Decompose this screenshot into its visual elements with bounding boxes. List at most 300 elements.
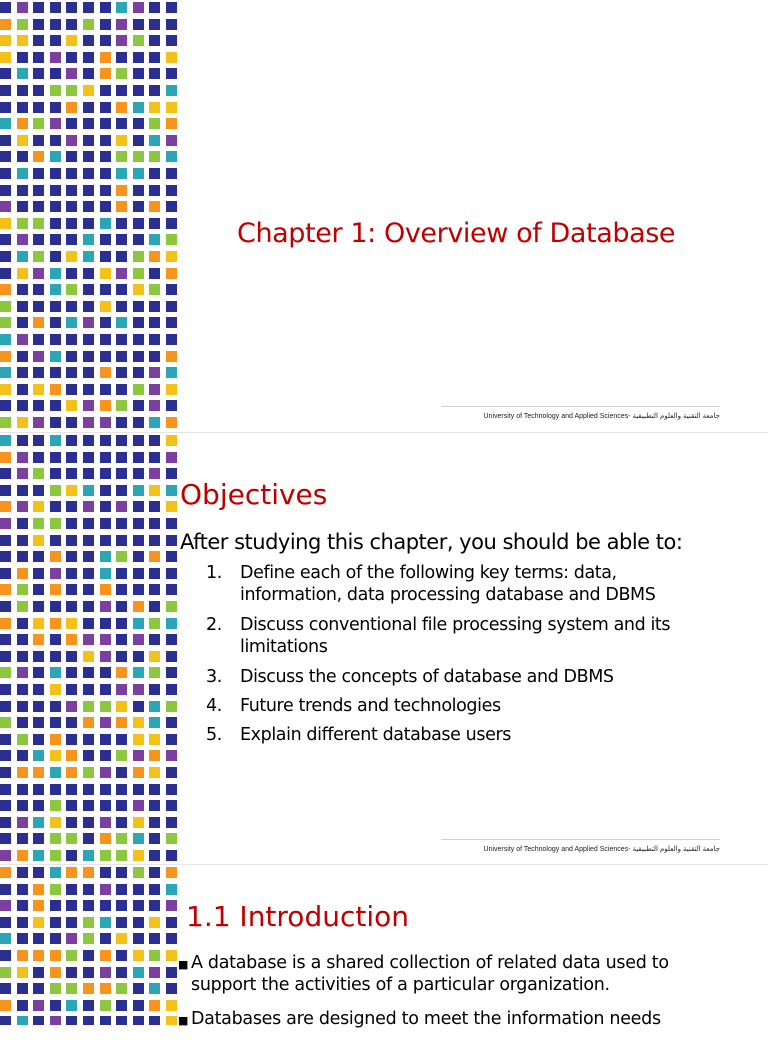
mosaic-tile (100, 967, 111, 978)
mosaic-tile (83, 251, 94, 262)
mosaic-tile (0, 867, 11, 878)
mosaic-tile (100, 501, 111, 512)
mosaic-tile (100, 351, 111, 362)
mosaic-tile (83, 950, 94, 961)
mosaic-tile (50, 485, 61, 496)
mosaic-tile (50, 767, 61, 778)
mosaic-tile (133, 351, 144, 362)
mosaic-tile (116, 435, 127, 446)
mosaic-tile (33, 501, 44, 512)
mosaic-tile (149, 251, 160, 262)
mosaic-tile (17, 367, 28, 378)
mosaic-tile (0, 151, 11, 162)
mosaic-tile (100, 102, 111, 113)
mosaic-tile (17, 151, 28, 162)
mosaic-tile (33, 234, 44, 245)
objectives-list (206, 562, 711, 746)
mosaic-tile (100, 983, 111, 994)
mosaic-tile (33, 867, 44, 878)
mosaic-tile (116, 334, 127, 345)
mosaic-tile (83, 767, 94, 778)
mosaic-tile (166, 817, 177, 828)
mosaic-tile (17, 400, 28, 411)
mosaic-tile (33, 251, 44, 262)
mosaic-tile (66, 884, 77, 895)
mosaic-tile (116, 701, 127, 712)
mosaic-tile (133, 268, 144, 279)
mosaic-tile (83, 568, 94, 579)
footer-divider (441, 406, 720, 407)
mosaic-tile (33, 784, 44, 795)
mosaic-tile (133, 135, 144, 146)
mosaic-tile (166, 784, 177, 795)
mosaic-tile (50, 301, 61, 312)
mosaic-tile (116, 135, 127, 146)
mosaic-tile (0, 168, 11, 179)
mosaic-tile (83, 601, 94, 612)
mosaic-tile (0, 102, 11, 113)
mosaic-tile (66, 452, 77, 463)
mosaic-tile (33, 601, 44, 612)
mosaic-tile (116, 900, 127, 911)
mosaic-tile (149, 19, 160, 30)
mosaic-tile (116, 568, 127, 579)
mosaic-tile (33, 102, 44, 113)
decorative-mosaic (0, 0, 178, 432)
mosaic-tile (0, 485, 11, 496)
mosaic-tile (50, 967, 61, 978)
list-number: 3. (206, 667, 222, 687)
mosaic-tile (83, 485, 94, 496)
mosaic-tile (166, 767, 177, 778)
mosaic-tile (83, 784, 94, 795)
mosaic-tile (0, 701, 11, 712)
mosaic-tile (116, 301, 127, 312)
objectives-lead: After studying this chapter, you should be able to: (180, 530, 683, 554)
mosaic-tile (133, 767, 144, 778)
mosaic-tile (166, 800, 177, 811)
mosaic-tile (116, 634, 127, 645)
mosaic-tile (116, 584, 127, 595)
mosaic-tile (83, 750, 94, 761)
mosaic-tile (83, 817, 94, 828)
mosaic-tile (66, 268, 77, 279)
mosaic-tile (100, 435, 111, 446)
mosaic-tile (33, 850, 44, 861)
mosaic-tile (50, 35, 61, 46)
mosaic-tile (133, 535, 144, 546)
mosaic-tile (50, 634, 61, 645)
mosaic-tile (149, 85, 160, 96)
mosaic-tile (116, 983, 127, 994)
mosaic-tile (133, 784, 144, 795)
mosaic-tile (116, 268, 127, 279)
mosaic-tile (33, 817, 44, 828)
mosaic-tile (149, 384, 160, 395)
mosaic-tile (83, 68, 94, 79)
mosaic-tile (17, 234, 28, 245)
mosaic-tile (133, 634, 144, 645)
list-item (178, 952, 718, 996)
mosaic-tile (116, 767, 127, 778)
mosaic-tile (149, 535, 160, 546)
mosaic-tile (166, 400, 177, 411)
mosaic-tile (0, 568, 11, 579)
mosaic-tile (17, 435, 28, 446)
mosaic-tile (66, 717, 77, 728)
mosaic-tile (100, 19, 111, 30)
mosaic-tile (116, 218, 127, 229)
mosaic-tile (100, 867, 111, 878)
mosaic-tile (166, 584, 177, 595)
mosaic-tile (83, 900, 94, 911)
mosaic-tile (33, 717, 44, 728)
mosaic-tile (166, 518, 177, 529)
mosaic-tile (83, 501, 94, 512)
mosaic-tile (33, 900, 44, 911)
mosaic-tile (83, 867, 94, 878)
mosaic-tile (166, 68, 177, 79)
mosaic-tile (133, 684, 144, 695)
mosaic-tile (116, 35, 127, 46)
mosaic-tile (33, 551, 44, 562)
mosaic-tile (100, 201, 111, 212)
mosaic-tile (133, 518, 144, 529)
mosaic-tile (116, 884, 127, 895)
mosaic-tile (149, 817, 160, 828)
list-item-text: Discuss conventional file processing system and its limitations (240, 615, 671, 657)
mosaic-tile (50, 135, 61, 146)
mosaic-tile (100, 417, 111, 428)
mosaic-tile (17, 1000, 28, 1011)
mosaic-tile (83, 452, 94, 463)
mosaic-tile (166, 301, 177, 312)
mosaic-tile (133, 251, 144, 262)
mosaic-tile (133, 400, 144, 411)
mosaic-tile (17, 417, 28, 428)
mosaic-tile (100, 2, 111, 13)
mosaic-tile (133, 168, 144, 179)
mosaic-tile (83, 551, 94, 562)
mosaic-tile (66, 850, 77, 861)
mosaic-tile (149, 967, 160, 978)
mosaic-tile (0, 268, 11, 279)
list-item (206, 562, 711, 606)
mosaic-tile (66, 867, 77, 878)
mosaic-tile (149, 518, 160, 529)
mosaic-tile (133, 118, 144, 129)
mosaic-tile (0, 900, 11, 911)
mosaic-tile (133, 950, 144, 961)
mosaic-tile (166, 535, 177, 546)
mosaic-tile (17, 85, 28, 96)
mosaic-tile (17, 201, 28, 212)
mosaic-tile (149, 667, 160, 678)
mosaic-tile (133, 734, 144, 745)
mosaic-tile (33, 967, 44, 978)
mosaic-tile (166, 2, 177, 13)
mosaic-tile (149, 634, 160, 645)
mosaic-tile (17, 251, 28, 262)
mosaic-tile (17, 701, 28, 712)
mosaic-tile (50, 667, 61, 678)
mosaic-tile (83, 2, 94, 13)
mosaic-tile (0, 68, 11, 79)
objectives-heading: Objectives (180, 478, 328, 511)
mosaic-tile (17, 52, 28, 63)
mosaic-tile (133, 833, 144, 844)
mosaic-tile (133, 435, 144, 446)
list-number: 1. (206, 563, 222, 583)
mosaic-tile (83, 833, 94, 844)
mosaic-tile (66, 584, 77, 595)
mosaic-tile (33, 983, 44, 994)
mosaic-tile (33, 417, 44, 428)
mosaic-tile (50, 518, 61, 529)
mosaic-tile (149, 1000, 160, 1011)
mosaic-tile (100, 734, 111, 745)
mosaic-tile (116, 168, 127, 179)
mosaic-tile (33, 118, 44, 129)
mosaic-tile (17, 268, 28, 279)
list-item (206, 695, 711, 717)
mosaic-tile (33, 317, 44, 328)
mosaic-tile (149, 884, 160, 895)
mosaic-tile (166, 218, 177, 229)
mosaic-tile (100, 1000, 111, 1011)
mosaic-tile (0, 334, 11, 345)
mosaic-tile (50, 701, 61, 712)
mosaic-tile (0, 301, 11, 312)
mosaic-tile (50, 734, 61, 745)
mosaic-tile (17, 750, 28, 761)
mosaic-tile (116, 367, 127, 378)
mosaic-tile (116, 1000, 127, 1011)
mosaic-tile (33, 35, 44, 46)
mosaic-tile (83, 734, 94, 745)
mosaic-tile (116, 468, 127, 479)
mosaic-tile (33, 651, 44, 662)
mosaic-tile (149, 334, 160, 345)
mosaic-tile (116, 185, 127, 196)
mosaic-tile (17, 933, 28, 944)
mosaic-tile (33, 917, 44, 928)
mosaic-tile (83, 317, 94, 328)
mosaic-tile (33, 684, 44, 695)
mosaic-tile (149, 284, 160, 295)
mosaic-tile (50, 2, 61, 13)
mosaic-tile (0, 618, 11, 629)
mosaic-tile (133, 151, 144, 162)
mosaic-tile (66, 435, 77, 446)
mosaic-tile (133, 551, 144, 562)
mosaic-tile (83, 535, 94, 546)
mosaic-tile (0, 234, 11, 245)
mosaic-tile (116, 52, 127, 63)
mosaic-tile (100, 185, 111, 196)
mosaic-tile (50, 833, 61, 844)
mosaic-tile (149, 684, 160, 695)
mosaic-tile (83, 917, 94, 928)
mosaic-tile (66, 317, 77, 328)
mosaic-tile (50, 800, 61, 811)
mosaic-tile (17, 384, 28, 395)
mosaic-tile (66, 950, 77, 961)
mosaic-tile (133, 618, 144, 629)
mosaic-tile (133, 800, 144, 811)
mosaic-tile (33, 452, 44, 463)
mosaic-tile (0, 284, 11, 295)
mosaic-tile (149, 950, 160, 961)
mosaic-tile (166, 135, 177, 146)
mosaic-tile (100, 218, 111, 229)
mosaic-tile (50, 551, 61, 562)
mosaic-tile (0, 435, 11, 446)
mosaic-tile (149, 452, 160, 463)
mosaic-tile (0, 351, 11, 362)
mosaic-tile (0, 634, 11, 645)
list-item (178, 1008, 718, 1030)
mosaic-tile (100, 900, 111, 911)
mosaic-tile (50, 468, 61, 479)
mosaic-tile (100, 551, 111, 562)
mosaic-tile (100, 950, 111, 961)
mosaic-tile (166, 317, 177, 328)
mosaic-tile (50, 435, 61, 446)
mosaic-tile (83, 800, 94, 811)
mosaic-tile (149, 568, 160, 579)
mosaic-tile (33, 185, 44, 196)
mosaic-tile (149, 417, 160, 428)
mosaic-tile (0, 850, 11, 861)
mosaic-tile (166, 501, 177, 512)
mosaic-tile (83, 185, 94, 196)
mosaic-tile (166, 634, 177, 645)
mosaic-tile (116, 485, 127, 496)
mosaic-tile (17, 317, 28, 328)
mosaic-tile (116, 917, 127, 928)
mosaic-tile (33, 435, 44, 446)
mosaic-tile (66, 535, 77, 546)
mosaic-tile (166, 234, 177, 245)
mosaic-tile (50, 151, 61, 162)
mosaic-tile (50, 268, 61, 279)
mosaic-tile (66, 234, 77, 245)
mosaic-tile (50, 601, 61, 612)
mosaic-tile (133, 900, 144, 911)
mosaic-tile (149, 168, 160, 179)
mosaic-tile (0, 185, 11, 196)
mosaic-tile (33, 767, 44, 778)
mosaic-tile (66, 52, 77, 63)
mosaic-tile (0, 884, 11, 895)
mosaic-tile (0, 35, 11, 46)
mosaic-tile (50, 367, 61, 378)
mosaic-tile (133, 68, 144, 79)
mosaic-tile (66, 518, 77, 529)
mosaic-tile (50, 684, 61, 695)
mosaic-tile (0, 750, 11, 761)
mosaic-tile (149, 651, 160, 662)
mosaic-tile (83, 933, 94, 944)
mosaic-tile (83, 618, 94, 629)
mosaic-tile (17, 168, 28, 179)
mosaic-tile (0, 651, 11, 662)
mosaic-tile (17, 535, 28, 546)
mosaic-tile (133, 967, 144, 978)
mosaic-tile (100, 684, 111, 695)
mosaic-tile (33, 634, 44, 645)
mosaic-tile (83, 367, 94, 378)
mosaic-tile (116, 817, 127, 828)
mosaic-tile (149, 52, 160, 63)
mosaic-tile (100, 750, 111, 761)
mosaic-tile (100, 917, 111, 928)
mosaic-tile (100, 717, 111, 728)
mosaic-tile (0, 85, 11, 96)
mosaic-tile (100, 468, 111, 479)
mosaic-tile (116, 284, 127, 295)
mosaic-tile (66, 800, 77, 811)
mosaic-tile (50, 884, 61, 895)
mosaic-tile (83, 218, 94, 229)
mosaic-tile (116, 234, 127, 245)
mosaic-tile (100, 384, 111, 395)
mosaic-tile (50, 651, 61, 662)
mosaic-tile (149, 767, 160, 778)
mosaic-tile (66, 151, 77, 162)
mosaic-tile (149, 435, 160, 446)
mosaic-tile (50, 168, 61, 179)
mosaic-tile (166, 850, 177, 861)
mosaic-tile (149, 301, 160, 312)
mosaic-tile (50, 102, 61, 113)
mosaic-tile (33, 85, 44, 96)
mosaic-tile (116, 784, 127, 795)
mosaic-tile (149, 317, 160, 328)
mosaic-tile (133, 234, 144, 245)
mosaic-tile (83, 234, 94, 245)
mosaic-tile (166, 268, 177, 279)
mosaic-tile (133, 651, 144, 662)
mosaic-tile (50, 618, 61, 629)
mosaic-tile (100, 518, 111, 529)
mosaic-tile (66, 351, 77, 362)
mosaic-tile (133, 717, 144, 728)
mosaic-tile (17, 102, 28, 113)
mosaic-tile (133, 867, 144, 878)
mosaic-tile (166, 701, 177, 712)
mosaic-tile (66, 19, 77, 30)
mosaic-tile (0, 584, 11, 595)
mosaic-tile (83, 850, 94, 861)
list-number: 5. (206, 725, 222, 745)
mosaic-tile (166, 601, 177, 612)
mosaic-tile (50, 185, 61, 196)
mosaic-tile (149, 584, 160, 595)
mosaic-tile (66, 967, 77, 978)
mosaic-tile (149, 135, 160, 146)
mosaic-tile (17, 284, 28, 295)
mosaic-tile (133, 52, 144, 63)
mosaic-tile (17, 468, 28, 479)
mosaic-tile (83, 102, 94, 113)
mosaic-tile (116, 19, 127, 30)
list-item-text: Define each of the following key terms: data, information, data processing database and DBMS (240, 563, 656, 605)
mosaic-tile (116, 933, 127, 944)
mosaic-tile (33, 201, 44, 212)
mosaic-tile (149, 234, 160, 245)
